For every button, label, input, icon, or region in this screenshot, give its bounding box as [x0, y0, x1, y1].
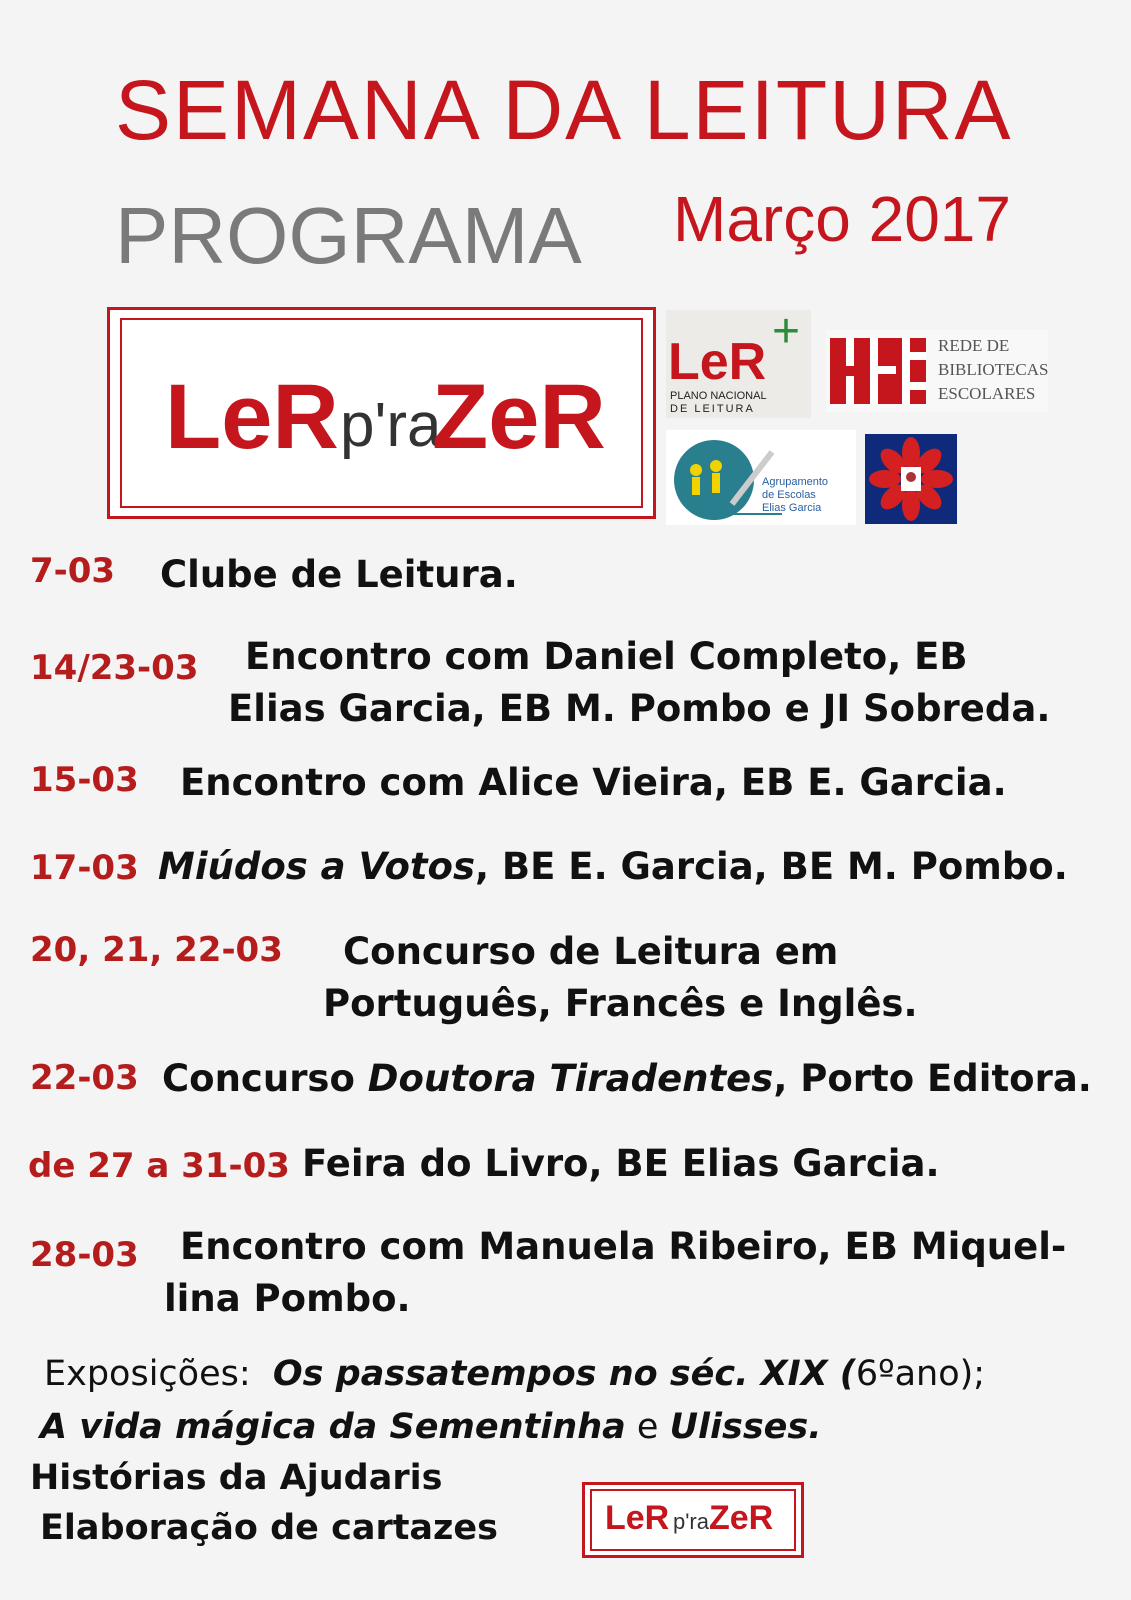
page-title: SEMANA DA LEITURA	[115, 63, 1013, 157]
rbe-logo	[826, 330, 1048, 412]
event-text	[158, 840, 1068, 893]
logo-ler-text: LeR	[165, 366, 339, 468]
event-date: 14/23-03	[30, 648, 199, 688]
pnl-line2: DE LEITURA	[670, 403, 755, 415]
small-logo-ler: LeR	[605, 1499, 670, 1537]
pnl-logo	[666, 305, 811, 418]
rbe-line1: REDE DE	[938, 336, 1010, 355]
event-date: 22-03	[30, 1058, 139, 1098]
exhibitions-line1	[44, 1354, 985, 1394]
rbe-line2: BIBLIOTECAS	[938, 360, 1049, 379]
small-logo-pra: p'ra	[673, 1509, 709, 1534]
event-date: 17-03	[30, 848, 139, 888]
rbe-emblem-icon	[830, 338, 926, 404]
agrupamento-line2: de Escolas	[762, 489, 816, 501]
ler-prazer-logo	[107, 307, 656, 519]
logo-zer-text: ZeR	[432, 366, 606, 468]
event-text: Encontro com Alice Vieira, EB E. Garcia.	[180, 761, 1007, 804]
exhibition-item1-rest: 6ºano);	[855, 1354, 986, 1394]
event-text-rest: , Porto Editora.	[773, 1057, 1092, 1100]
event-text-line1: Encontro com Manuela Ribeiro, EB Miquel-	[180, 1225, 1067, 1268]
pnl-logo-text: LeR	[668, 333, 767, 391]
flower-logo	[865, 434, 957, 524]
exhibition-item1: Os passatempos no séc. XIX (	[272, 1354, 856, 1394]
small-logo-zer: ZeR	[709, 1499, 774, 1537]
event-text-line2: Português, Francês e Inglês.	[323, 982, 918, 1025]
event-date: 7-03	[30, 551, 116, 591]
ler-prazer-small-logo	[582, 1482, 804, 1558]
logo-pra-text: p'ra	[340, 391, 442, 460]
event-title-italic: Miúdos a Votos	[158, 845, 475, 888]
event-text-line2: Elias Garcia, EB M. Pombo e JI Sobreda.	[228, 687, 1051, 730]
event-date: de 27 a 31-03	[28, 1146, 290, 1186]
event-text-line1: Concurso de Leitura em	[343, 930, 839, 973]
event-date: 20, 21, 22-03	[30, 930, 283, 970]
program-heading: PROGRAMA	[115, 191, 582, 280]
agrupamento-logo	[666, 430, 856, 525]
event-date: 15-03	[30, 760, 139, 800]
exhibitions-line2	[40, 1407, 822, 1447]
agrupamento-line3: Elias Garcia	[762, 502, 822, 514]
event-title-italic: Doutora Tiradentes	[367, 1057, 774, 1100]
pnl-line1: PLANO NACIONAL	[670, 390, 767, 402]
exhibition-and: e	[636, 1407, 659, 1447]
exhibition-item3: Ulisses.	[669, 1407, 822, 1447]
flower-icon	[865, 434, 957, 524]
event-text-rest: , BE E. Garcia, BE M. Pombo.	[475, 845, 1068, 888]
event-text-line2: lina Pombo.	[164, 1277, 411, 1320]
month-label: Março 2017	[673, 183, 1011, 255]
event-text: Clube de Leitura.	[160, 553, 518, 596]
rbe-line3: ESCOLARES	[938, 384, 1036, 403]
cartazes-line: Elaboração de cartazes	[40, 1508, 498, 1548]
agrupamento-line1: Agrupamento	[762, 476, 829, 488]
exhibitions-label: Exposições:	[44, 1354, 251, 1394]
event-date: 28-03	[30, 1235, 139, 1275]
event-text-line1: Encontro com Daniel Completo, EB	[245, 635, 968, 678]
pnl-plus-icon: +	[772, 305, 801, 358]
event-text: Feira do Livro, BE Elias Garcia.	[302, 1142, 940, 1185]
event-text-pre: Concurso	[162, 1057, 368, 1100]
exhibition-item2: A vida mágica da Sementinha	[40, 1407, 626, 1447]
ajudaris-line: Histórias da Ajudaris	[30, 1458, 443, 1498]
event-text	[162, 1052, 1092, 1105]
